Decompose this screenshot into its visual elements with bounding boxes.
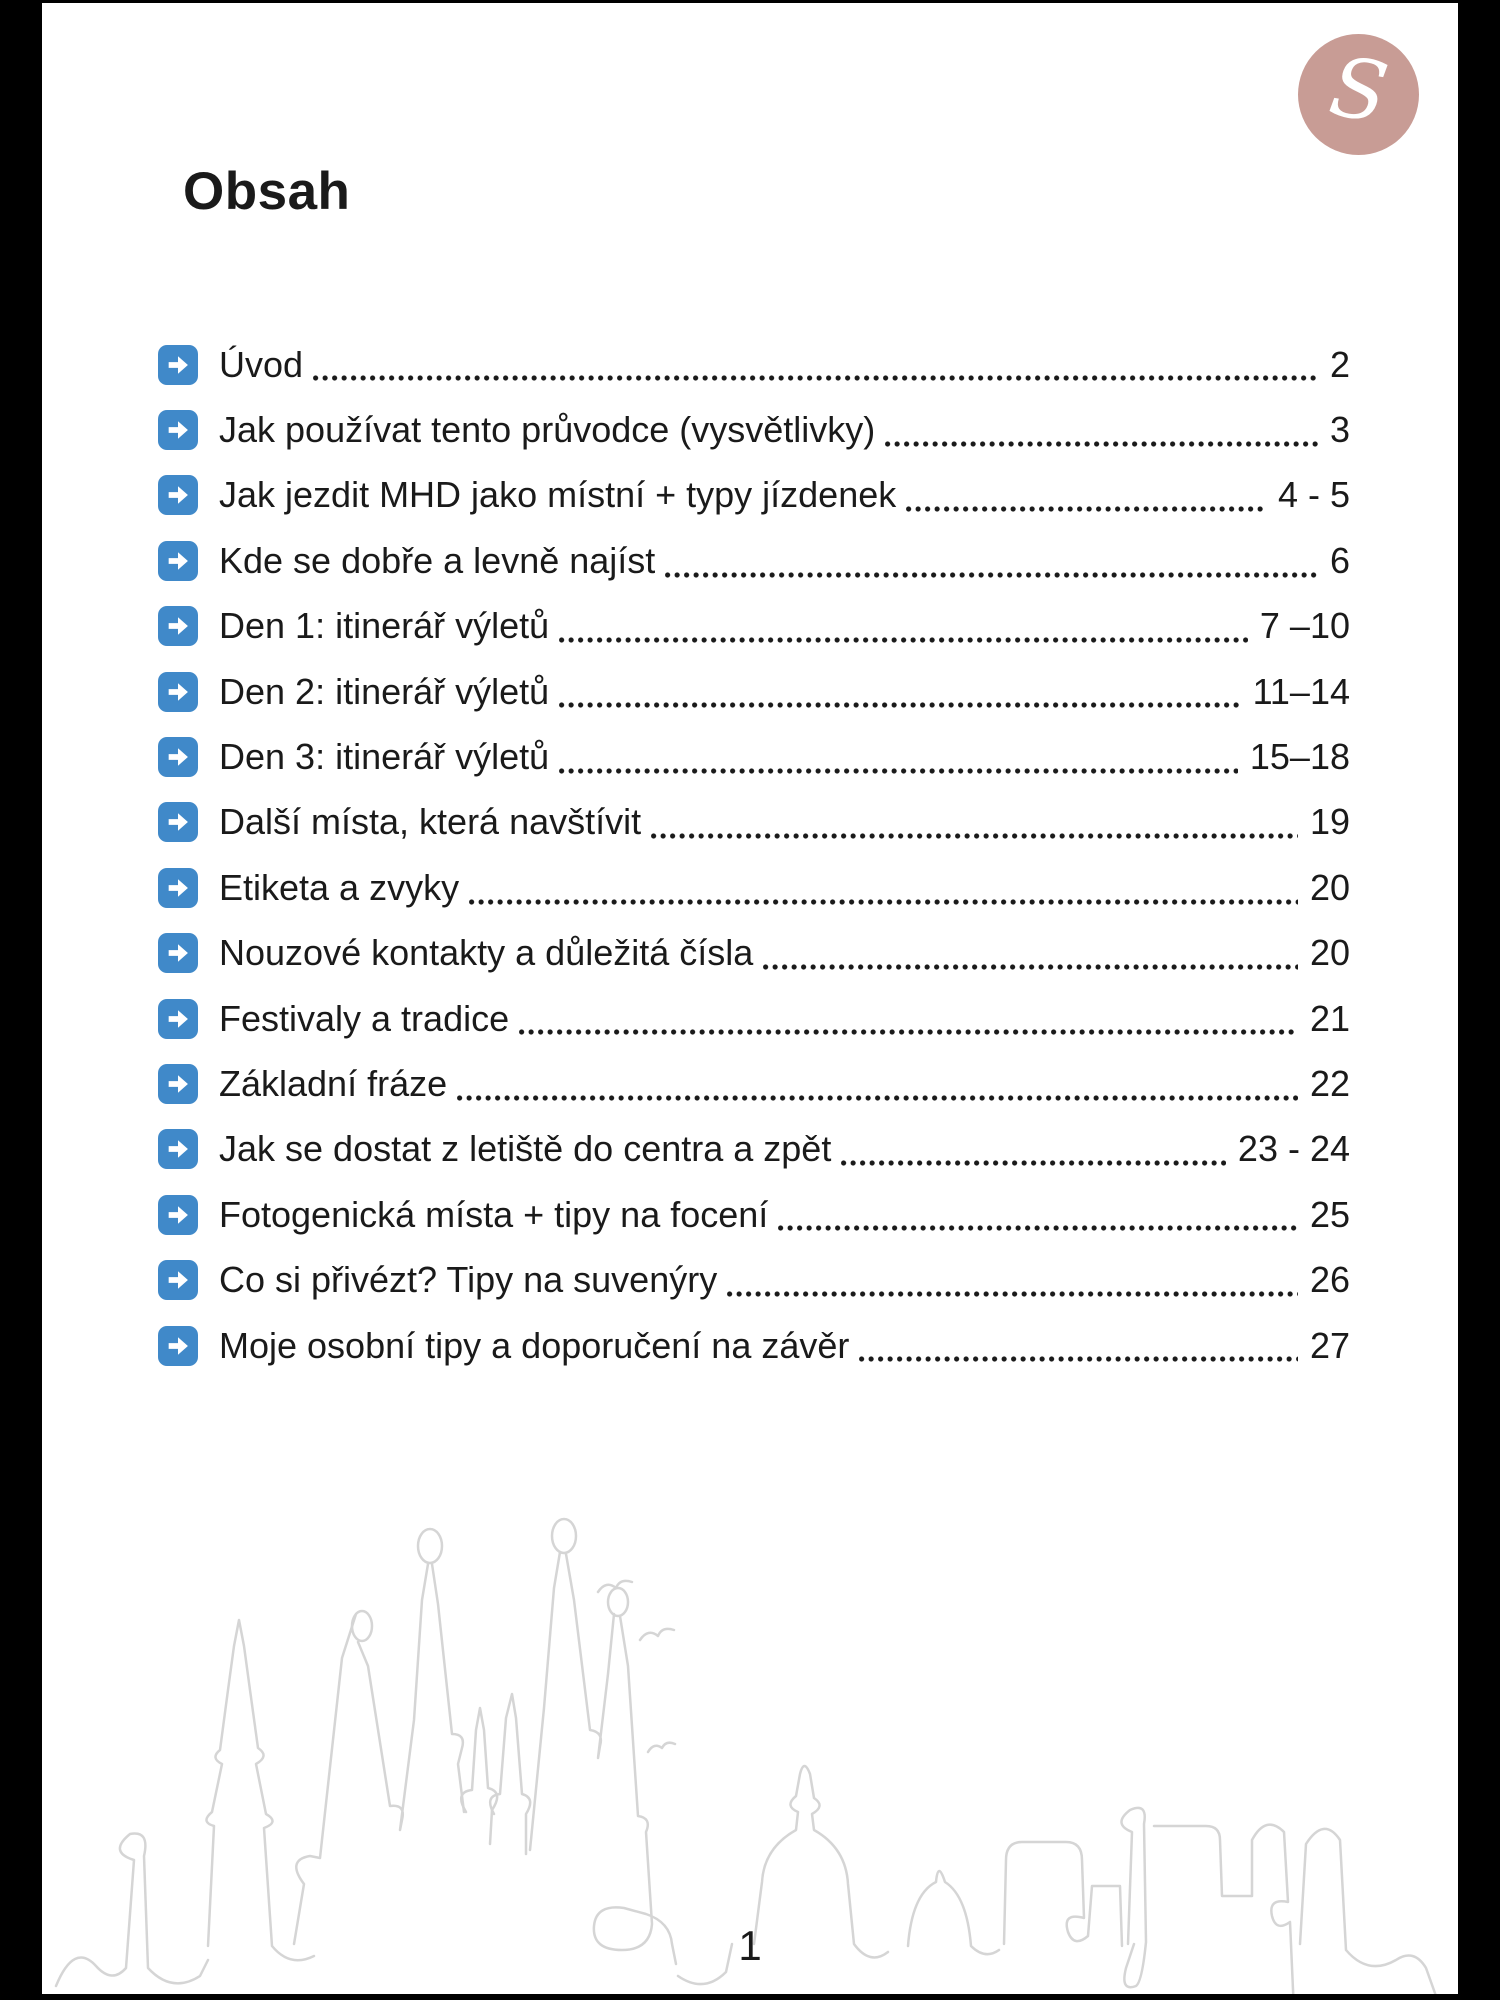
dot-leader bbox=[313, 375, 1318, 381]
arrow-right-icon bbox=[158, 802, 198, 842]
dot-leader bbox=[559, 637, 1248, 643]
toc-entry[interactable] bbox=[158, 790, 1350, 855]
toc-entry[interactable] bbox=[158, 855, 1350, 920]
toc-entry-page: 22 bbox=[1309, 1062, 1350, 1104]
toc-entry-label: Den 3: itinerář výletů bbox=[219, 736, 550, 778]
document-page bbox=[42, 3, 1458, 1994]
toc-entry-page: 20 bbox=[1309, 866, 1350, 908]
arrow-right-icon bbox=[158, 606, 198, 646]
dot-leader bbox=[778, 1225, 1298, 1231]
toc-entry[interactable] bbox=[158, 463, 1350, 528]
page-title: Obsah bbox=[183, 162, 351, 221]
arrow-right-icon bbox=[158, 475, 198, 515]
toc-entry[interactable] bbox=[158, 986, 1350, 1051]
arrow-right-icon bbox=[158, 933, 198, 973]
toc-entry-page: 4 - 5 bbox=[1277, 474, 1350, 516]
toc-entry-page: 2 bbox=[1329, 343, 1350, 385]
arrow-right-icon bbox=[158, 1195, 198, 1235]
toc-entry[interactable] bbox=[158, 528, 1350, 593]
arrow-right-icon bbox=[158, 410, 198, 450]
toc-entry-label: Další místa, která navštívit bbox=[219, 801, 642, 843]
dot-leader bbox=[906, 506, 1266, 512]
dot-leader bbox=[469, 899, 1298, 905]
dot-leader bbox=[665, 572, 1318, 578]
toc-entry-label: Fotogenická místa + tipy na focení bbox=[219, 1193, 769, 1235]
toc-entry-label: Jak se dostat z letiště do centra a zpět bbox=[219, 1128, 832, 1170]
dot-leader bbox=[559, 702, 1240, 708]
toc-entry-page: 21 bbox=[1309, 997, 1350, 1039]
toc-entry-label: Kde se dobře a levně najíst bbox=[219, 539, 656, 581]
toc-entry-page: 6 bbox=[1329, 539, 1350, 581]
dot-leader bbox=[559, 768, 1238, 774]
toc-entry-label: Úvod bbox=[219, 343, 304, 385]
arrow-right-icon bbox=[158, 737, 198, 777]
toc-entry-label: Nouzové kontakty a důležitá čísla bbox=[219, 932, 754, 974]
toc-entry-page: 3 bbox=[1329, 409, 1350, 451]
arrow-right-icon bbox=[158, 999, 198, 1039]
toc-entry-label: Jak jezdit MHD jako místní + typy jízdenek bbox=[219, 474, 897, 516]
toc-entry-label: Co si přivézt? Tipy na suvenýry bbox=[219, 1259, 718, 1301]
toc-entry[interactable] bbox=[158, 724, 1350, 789]
toc-entry[interactable] bbox=[158, 1182, 1350, 1247]
page-number: 1 bbox=[738, 1922, 762, 1969]
arrow-right-icon bbox=[158, 541, 198, 581]
toc-entry-page: 26 bbox=[1309, 1259, 1350, 1301]
brand-logo bbox=[1298, 34, 1419, 155]
toc-entry-page: 23 - 24 bbox=[1237, 1128, 1350, 1170]
toc-entry-page: 25 bbox=[1309, 1193, 1350, 1235]
dot-leader bbox=[841, 1160, 1226, 1166]
toc-entry-label: Moje osobní tipy a doporučení na závěr bbox=[219, 1324, 850, 1366]
toc-entry-label: Festivaly a tradice bbox=[219, 997, 510, 1039]
toc-entry-page: 7 –10 bbox=[1259, 605, 1350, 647]
toc-entry[interactable] bbox=[158, 1313, 1350, 1378]
dot-leader bbox=[457, 1095, 1298, 1101]
toc-entry-page: 27 bbox=[1309, 1324, 1350, 1366]
toc-entry[interactable] bbox=[158, 397, 1350, 462]
toc-entry[interactable] bbox=[158, 1117, 1350, 1182]
arrow-right-icon bbox=[158, 672, 198, 712]
toc-entry[interactable] bbox=[158, 921, 1350, 986]
dot-leader bbox=[885, 441, 1318, 447]
toc-entry[interactable] bbox=[158, 659, 1350, 724]
toc-entry-label: Den 2: itinerář výletů bbox=[219, 670, 550, 712]
toc-entry-label: Den 1: itinerář výletů bbox=[219, 605, 550, 647]
barcelona-skyline-line-art bbox=[42, 1474, 1458, 1994]
toc-entry-page: 15–18 bbox=[1249, 736, 1350, 778]
dot-leader bbox=[651, 833, 1298, 839]
toc-entry[interactable] bbox=[158, 332, 1350, 397]
toc-entry-page: 19 bbox=[1309, 801, 1350, 843]
toc-entry-label: Jak používat tento průvodce (vysvětlivky) bbox=[219, 409, 876, 451]
arrow-right-icon bbox=[158, 1326, 198, 1366]
toc-entry-label: Etiketa a zvyky bbox=[219, 866, 460, 908]
arrow-right-icon bbox=[158, 868, 198, 908]
logo-letter: S bbox=[1324, 38, 1395, 142]
dot-leader bbox=[727, 1291, 1298, 1297]
toc-list bbox=[158, 332, 1350, 1378]
dot-leader bbox=[859, 1356, 1298, 1362]
toc-entry[interactable] bbox=[158, 594, 1350, 659]
toc-entry-page: 11–14 bbox=[1252, 670, 1350, 712]
dot-leader bbox=[763, 964, 1298, 970]
toc-entry[interactable] bbox=[158, 1247, 1350, 1312]
toc-entry[interactable] bbox=[158, 1051, 1350, 1116]
arrow-right-icon bbox=[158, 1260, 198, 1300]
dot-leader bbox=[519, 1029, 1298, 1035]
toc-entry-page: 20 bbox=[1309, 932, 1350, 974]
arrow-right-icon bbox=[158, 345, 198, 385]
arrow-right-icon bbox=[158, 1129, 198, 1169]
arrow-right-icon bbox=[158, 1064, 198, 1104]
toc-entry-label: Základní fráze bbox=[219, 1062, 448, 1104]
